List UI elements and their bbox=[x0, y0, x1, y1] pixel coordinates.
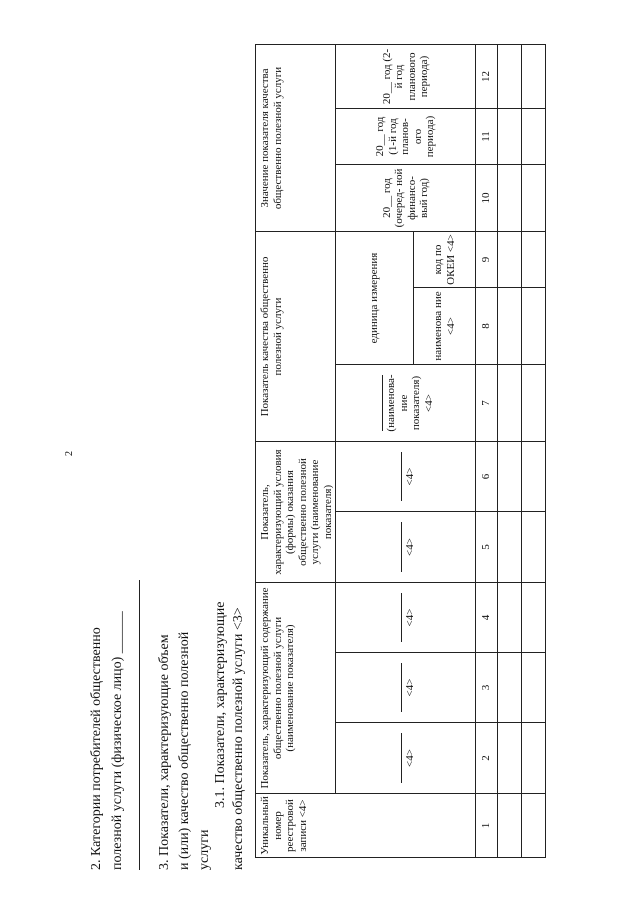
column-number: 12 bbox=[476, 45, 498, 109]
quality-indicators-table bbox=[255, 44, 546, 858]
empty-cell bbox=[522, 109, 546, 165]
empty-cell bbox=[522, 288, 546, 365]
empty-cell bbox=[498, 653, 522, 723]
empty-cell bbox=[522, 165, 546, 232]
column-number: 4 bbox=[476, 583, 498, 653]
empty-cell bbox=[498, 723, 522, 794]
subheader-quality-name: (наименова- ние показателя) <4> bbox=[336, 365, 476, 442]
subheader-conditions-2: <4> bbox=[336, 442, 476, 512]
column-number: 7 bbox=[476, 365, 498, 442]
column-number: 9 bbox=[476, 232, 498, 288]
empty-cell bbox=[522, 723, 546, 794]
empty-cell bbox=[522, 512, 546, 583]
subheader-content-2: <4> bbox=[336, 653, 476, 723]
subheader-year-current: 20__ год (очеред- ной финансо- вый год) bbox=[336, 165, 476, 232]
empty-cell bbox=[522, 653, 546, 723]
column-number: 5 bbox=[476, 512, 498, 583]
section-2-line-2: полезной услуги (физическое лицо) ______ bbox=[110, 611, 125, 870]
header-quality-indicator: Показатель качества общественно полезной услуги bbox=[256, 232, 336, 442]
empty-cell bbox=[522, 45, 546, 109]
empty-cell bbox=[522, 442, 546, 512]
empty-cell bbox=[498, 109, 522, 165]
subheader-content-3: <4> bbox=[336, 583, 476, 653]
section-3-1-line-1: 3.1. Показатели, характеризующие bbox=[213, 601, 228, 808]
column-number: 6 bbox=[476, 442, 498, 512]
empty-cell bbox=[498, 794, 522, 858]
empty-cell bbox=[522, 583, 546, 653]
empty-cell bbox=[498, 365, 522, 442]
section-3-1-line-2: качество общественно полезной услуги <3> bbox=[231, 607, 246, 870]
page-number: 2 bbox=[64, 451, 75, 456]
empty-cell bbox=[498, 232, 522, 288]
empty-cell bbox=[498, 583, 522, 653]
subheader-unit-name: наименова ние <4> bbox=[414, 288, 476, 365]
empty-cell bbox=[498, 288, 522, 365]
empty-cell bbox=[498, 165, 522, 232]
section-2-line-1: 2. Категории потребителей общественно bbox=[89, 627, 104, 870]
subheader-conditions-1: <4> bbox=[336, 512, 476, 583]
column-number: 10 bbox=[476, 165, 498, 232]
section-2-underline bbox=[139, 580, 140, 870]
header-unique-number: Уникальный номер реестровой записи <4> bbox=[256, 794, 476, 858]
column-number: 11 bbox=[476, 109, 498, 165]
empty-cell bbox=[522, 232, 546, 288]
subheader-unit-okei: код по ОКЕИ <4> bbox=[414, 232, 476, 288]
empty-cell bbox=[522, 365, 546, 442]
empty-cell bbox=[522, 794, 546, 858]
subheader-unit: единица измерения bbox=[336, 232, 414, 365]
column-number: 3 bbox=[476, 653, 498, 723]
subheader-year-plan-2: 20__ год (2-й год планового периода) bbox=[336, 45, 476, 109]
header-content-indicator: Показатель, характеризующий содержание общественно полезной услуги (наименование показателя) bbox=[256, 583, 336, 794]
header-conditions-indicator: Показатель, характеризующий условия (формы) оказания общественно полезной услуги (наименование показателя) bbox=[256, 442, 336, 583]
section-3-line-1: 3. Показатели, характеризующие объем bbox=[157, 634, 172, 870]
column-number: 2 bbox=[476, 723, 498, 794]
header-quality-value: Значение показателя качества общественно полезной услуги bbox=[256, 45, 336, 232]
empty-cell bbox=[498, 45, 522, 109]
column-number: 1 bbox=[476, 794, 498, 858]
section-3-line-3: услуги bbox=[197, 829, 212, 870]
empty-cell bbox=[498, 442, 522, 512]
empty-cell bbox=[498, 512, 522, 583]
section-3-line-2: и (или) качество общественно полезной bbox=[177, 631, 192, 870]
subheader-content-1: <4> bbox=[336, 723, 476, 794]
subheader-year-plan-1: 20__ год (1-й год планов- ого периода) bbox=[336, 109, 476, 165]
column-number: 8 bbox=[476, 288, 498, 365]
